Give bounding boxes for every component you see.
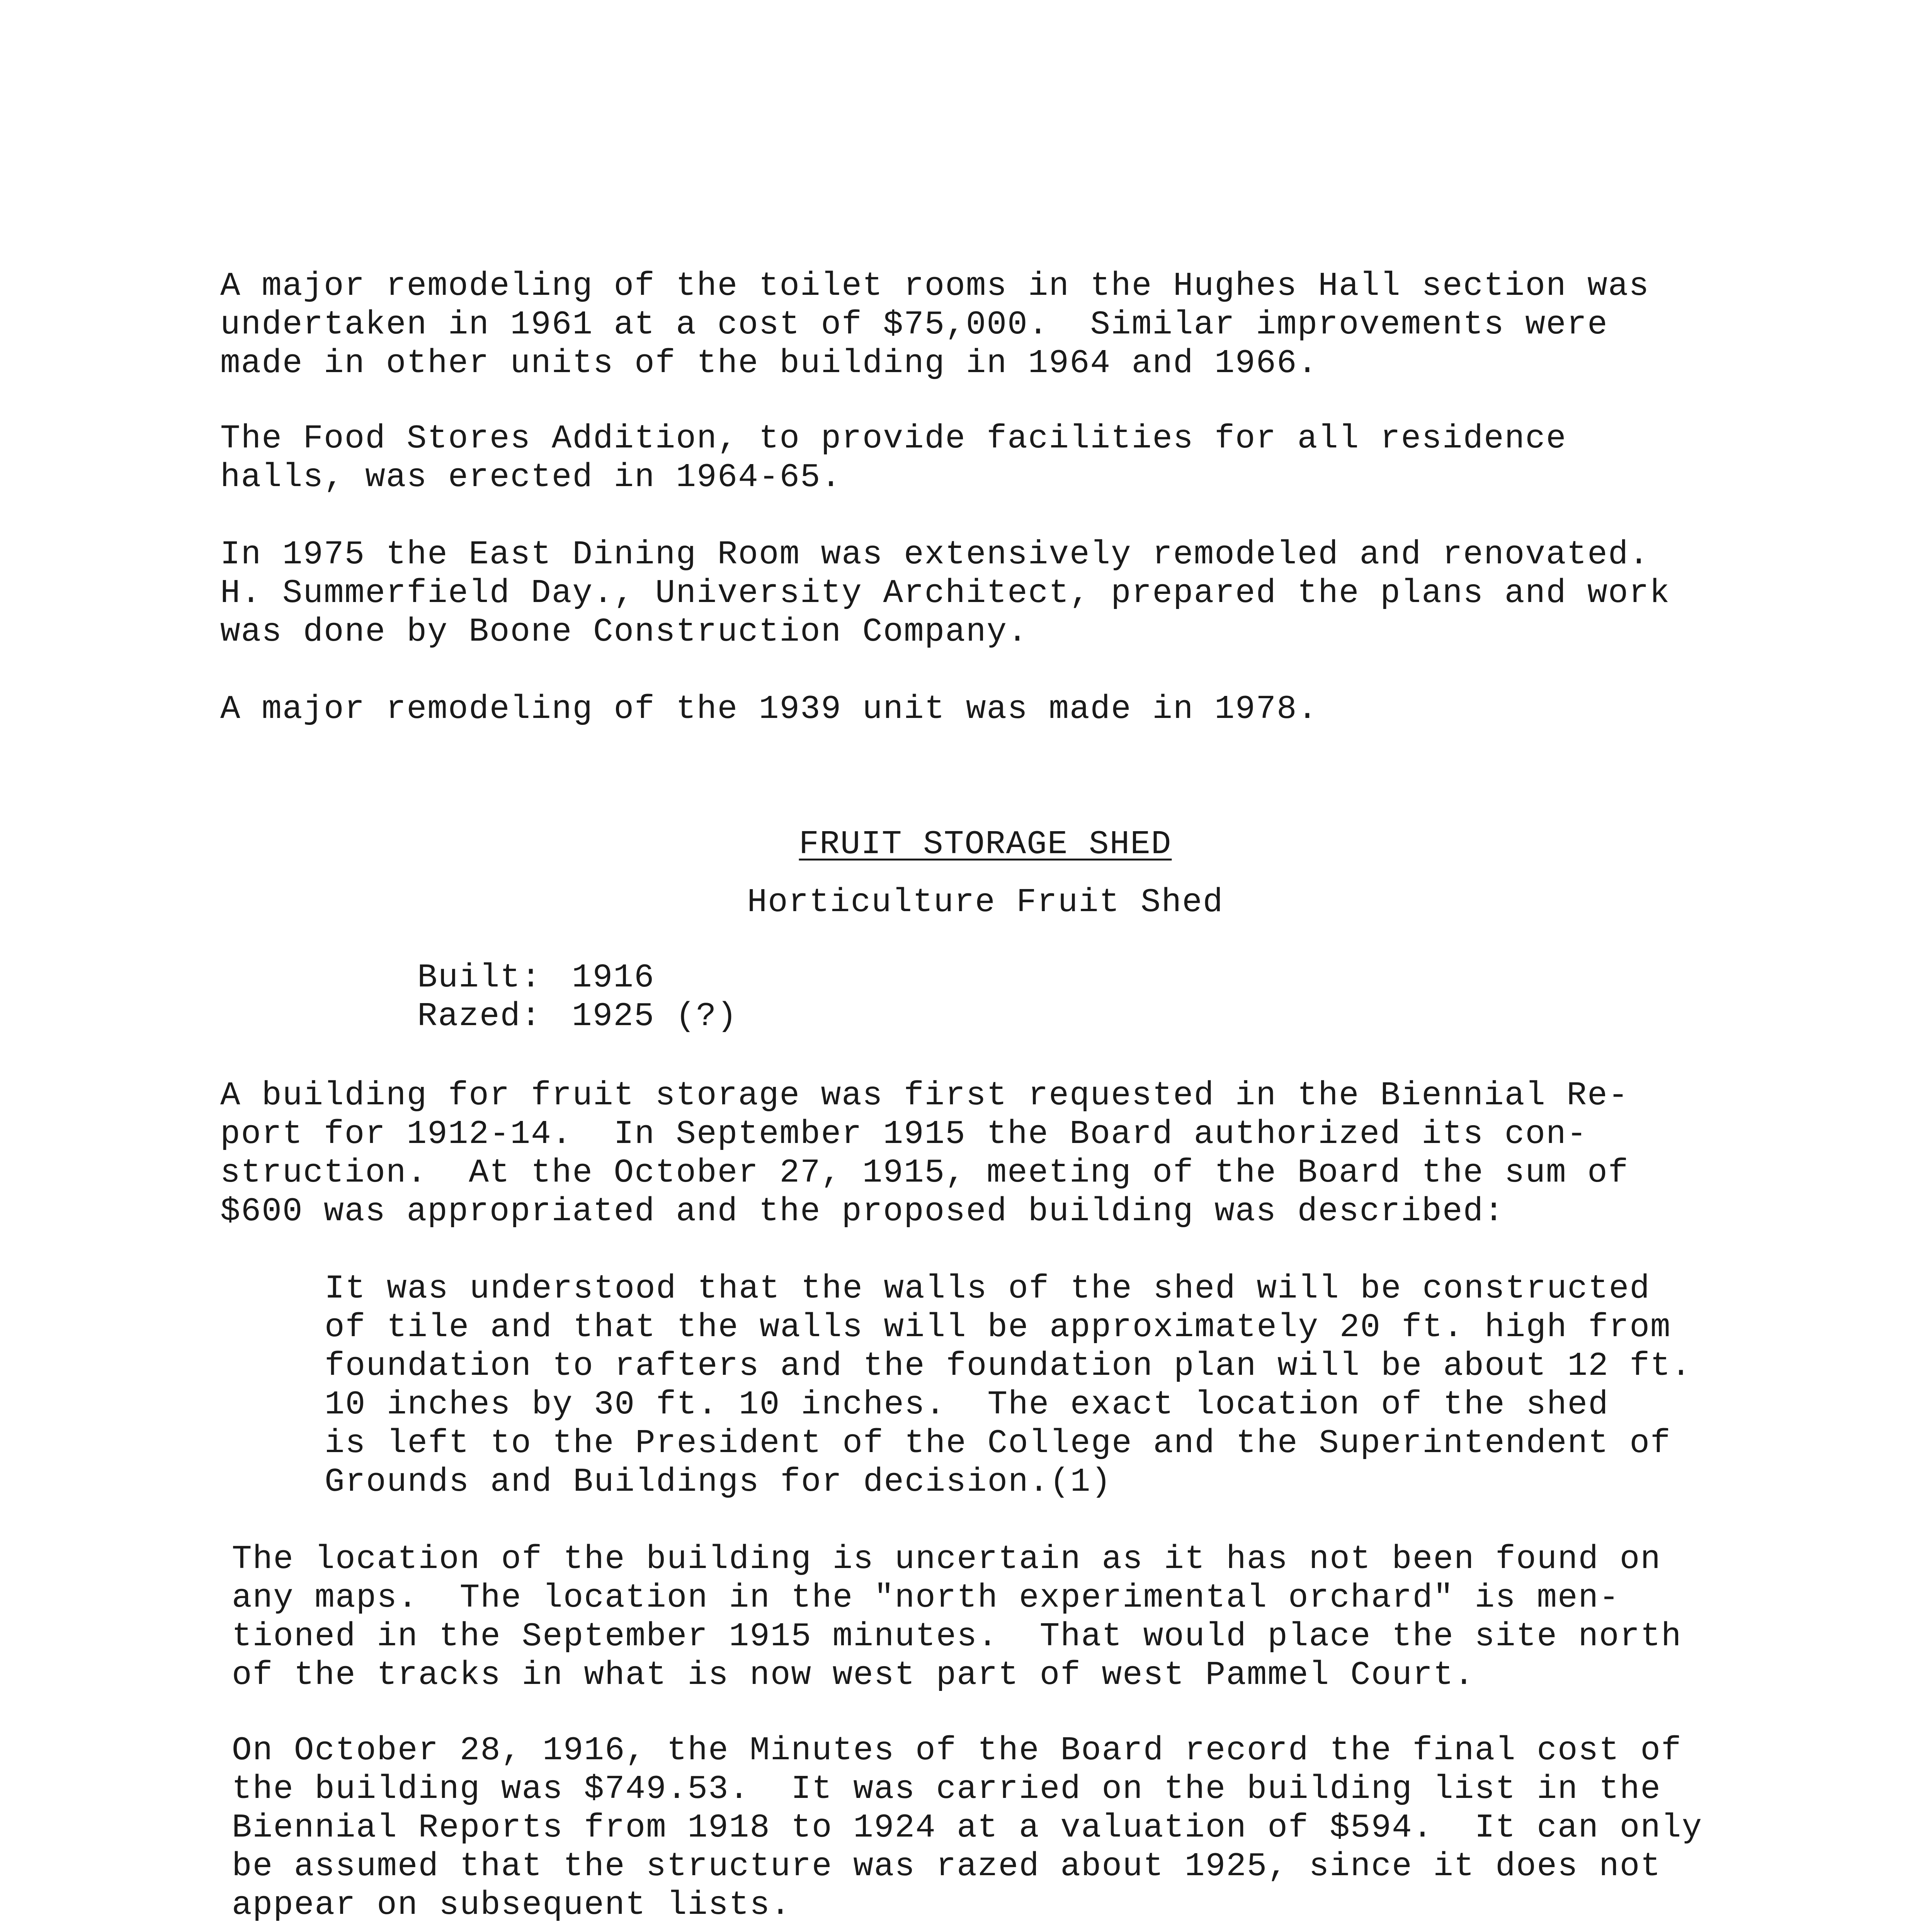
section-p3-line4: be assumed that the structure was razed about 1925, since it does not	[232, 1847, 1661, 1885]
section-p1-line3: struction. At the October 27, 1915, meeting of the Board the sum of	[220, 1154, 1629, 1192]
section-p2-line2: any maps. The location in the "north experimental orchard" is men-	[232, 1579, 1620, 1617]
intro-p2-line2: halls, was erected in 1964-65.	[220, 458, 842, 496]
section-p3-line3: Biennial Reports from 1918 to 1924 at a valuation of $594. It can only	[232, 1809, 1703, 1847]
section-p2-line4: of the tracks in what is now west part of west Pammel Court.	[232, 1656, 1475, 1694]
section-p3-line2: the building was $749.53. It was carried on the building list in the	[232, 1770, 1661, 1808]
razed-label: Razed:	[417, 997, 542, 1035]
intro-p4-line1: A major remodeling of the 1939 unit was made in 1978.	[220, 690, 1318, 728]
razed-value: 1925 (?)	[572, 997, 738, 1035]
section-p1-line2: port for 1912-14. In September 1915 the Board authorized its con-	[220, 1115, 1588, 1153]
intro-p3-line2: H. Summerfield Day., University Architect, prepared the plans and work	[220, 574, 1670, 612]
section-subtitle: Horticulture Fruit Shed	[747, 883, 1224, 921]
section-p2-line1: The location of the building is uncertain as it has not been found on	[232, 1540, 1661, 1578]
quote-line3: foundation to rafters and the foundation plan will be about 12 ft.	[325, 1347, 1692, 1385]
section-p3-line5: appear on subsequent lists.	[232, 1886, 791, 1924]
intro-p3-line1: In 1975 the East Dining Room was extensively remodeled and renovated.	[220, 536, 1650, 573]
quote-line2: of tile and that the walls will be approximately 20 ft. high from	[325, 1308, 1671, 1346]
intro-p1-line3: made in other units of the building in 1964 and 1966.	[220, 344, 1318, 382]
section-p1-line1: A building for fruit storage was first requested in the Biennial Re-	[220, 1077, 1629, 1114]
quote-line4: 10 inches by 30 ft. 10 inches. The exact location of the shed	[325, 1386, 1609, 1423]
intro-p3-line3: was done by Boone Construction Company.	[220, 613, 1028, 651]
intro-p1-line1: A major remodeling of the toilet rooms in the Hughes Hall section was	[220, 267, 1650, 305]
intro-p2-line1: The Food Stores Addition, to provide facilities for all residence	[220, 420, 1567, 457]
quote-line6: Grounds and Buildings for decision.(1)	[325, 1463, 1112, 1501]
quote-line1: It was understood that the walls of the shed will be constructed	[325, 1270, 1650, 1308]
section-p2-line3: tioned in the September 1915 minutes. That would place the site north	[232, 1617, 1682, 1655]
built-label: Built:	[417, 959, 542, 997]
section-p1-line4: $600 was appropriated and the proposed building was described:	[220, 1192, 1505, 1230]
quote-line5: is left to the President of the College and the Superintendent of	[325, 1424, 1671, 1462]
section-p3-line1: On October 28, 1916, the Minutes of the Board record the final cost of	[232, 1731, 1682, 1769]
built-value: 1916	[572, 959, 655, 997]
section-title: FRUIT STORAGE SHED	[799, 825, 1172, 863]
intro-p1-line2: undertaken in 1961 at a cost of $75,000. Similar improvements were	[220, 306, 1608, 344]
